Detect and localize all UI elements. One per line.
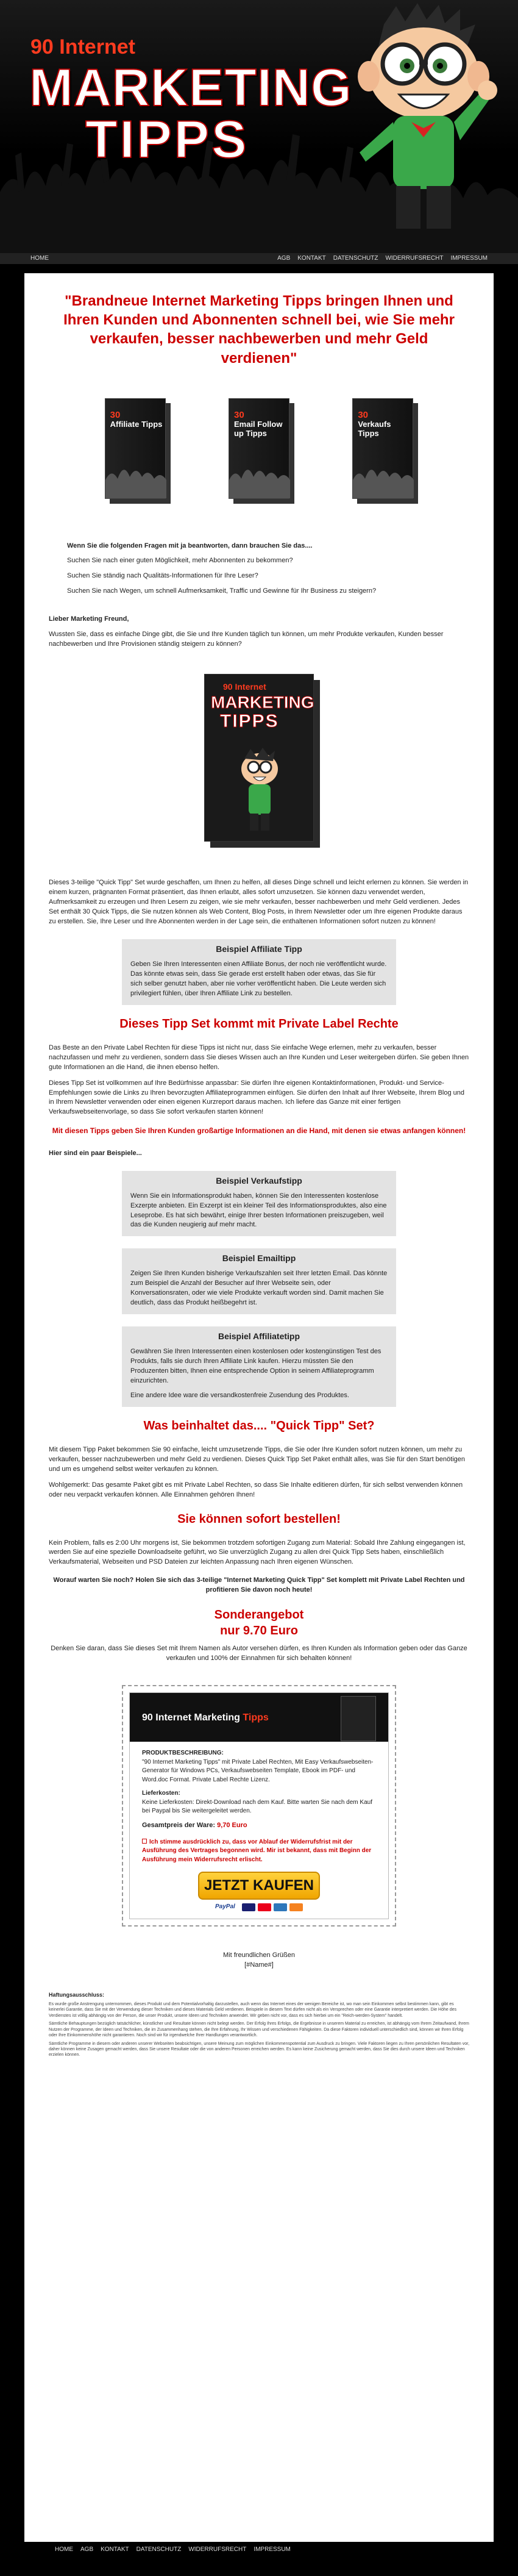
question-item: Suchen Sie nach einer guten Möglichkeit, mehr Abonnenten zu bekommen? (67, 556, 293, 564)
question-list (49, 556, 469, 596)
greeting: Lieber Marketing Freund, (49, 615, 129, 623)
main-content (24, 273, 494, 2542)
paragraph: Wussten Sie, dass es einfache Dinge gibt, die Sie und Ihre Kunden täglich tun können, um mehr Produkte verkaufen, Kunden besser nachbewerben und Ihre Provisionen ständig steigern zu können? (49, 631, 444, 648)
signature: [#Name#] (244, 1961, 274, 1969)
call-to-action-note: Worauf warten Sie noch? Holen Sie sich das 3-teilige "Internet Marketing Quick Tipp" Set komplett mit Private Label Rechten und profitieren Sie davon noch heute! (53, 1576, 465, 1594)
nerd-mascot-image (341, 0, 506, 244)
offer-note: Denken Sie daran, dass Sie dieses Set mit Ihrem Namen als Autor versehen dürfen, es Ihren Kunden als Information geben oder das Ganze verkaufen und 100% der Einnahmen für sich behalten können! (51, 1645, 467, 1662)
disclaimer-text: Sämtliche Behauptungen bezüglich tatsächlicher, künstlicher und Resultate können nicht belegt werden. Der Erfolg Ihres Erfolgs, die Ergebnisse in unserem Material zu erreichen, ist abhängig vom Ihrem Zeitaufwand, Ihrem Nutzen der Programme, der Ideen und Techniken, die im Zusammenhang stehen, die Ihre Erfahrung, Ihr Wissen und verschiedenen Fähigkeiten. Da diese Faktoren individuell unterschiedlich sind, können wir Ihren Erfolg oder Ihre Einkommenshöhe nicht garantieren. Noch sind wir für irgendwelche Ihrer Handlungen verantwortlich. (49, 2022, 469, 2038)
product-box-text: MARKETING (211, 693, 314, 712)
product-box-text: TIPPS (220, 711, 279, 732)
nav-impressum-link[interactable]: IMPRESSUM (450, 254, 488, 262)
disclaimer-text: Es wurde große Anstrengung unternommen, dieses Produkt und dem Potentialvorhaltig darzustellen, auch wenn das Internet eines der wenigen Bereiche ist, wo man sein Einkommen selbst bestimmen kann, gibt es keinerlei Garantie, dass Sie mit der Verwendung dieser Techniken und dieses Materials Geld verdienen. Beispiele in diesem Text dürfen nicht als ein Versprechen oder eine Garantie interpretiert werden. Die Höhe des Verdienstes ist völlig abhängig von der Person, die unser Produkt, unsere Ideen und Techniken anwendet. Wir geben nicht vor, dass es sich hierbei um ein "Reich-werden-System" handelt. (49, 2002, 457, 2018)
example-box (122, 1171, 396, 1237)
header-banner (0, 0, 518, 253)
offer-label: Sonderangebot (214, 1608, 304, 1622)
footer-widerrufsrecht-link[interactable]: WIDERRUFSRECHT (188, 2546, 247, 2553)
order-title: 90 Internet Marketing (142, 1712, 240, 1723)
footer-home-link[interactable]: HOME (55, 2546, 73, 2553)
paragraph: Das Beste an den Private Label Rechten für diese Tipps ist nicht nur, dass Sie einfache Wege erlernen, mehr zu verkaufen, besser nachzufassen und mehr zu verdienen, sondern dass Sie dieses Wissen auch an Ihre Kunden und Leser weitergeben dürfen. Sie geben Ihnen gute Informationen an die Hand, die ihnen ebenso helfen. (49, 1043, 469, 1071)
paypal-logo: PayPal (215, 1903, 235, 1911)
amex-icon (274, 1903, 287, 1911)
nav-datenschutz-link[interactable]: DATENSCHUTZ (333, 254, 378, 262)
offer-price: nur 9.70 Euro (220, 1624, 298, 1638)
intro-question: Wenn Sie die folgenden Fragen mit ja beantworten, dann brauchen Sie das.... (67, 542, 313, 549)
order-box (122, 1685, 396, 1927)
book-cover-verkauf (352, 398, 413, 499)
question-item: Suchen Sie nach Wegen, um schnell Aufmerksamkeit, Traffic und Gewinne für Ihr Business zu steigern? (67, 587, 377, 595)
book-title: Verkaufs Tipps (358, 420, 391, 438)
example-box-title: Beispiel Emailtipp (222, 1253, 296, 1264)
order-title-accent: Tipps (243, 1712, 269, 1723)
product-box-spine: Tipps (183, 751, 197, 784)
nerd-mascot-image (235, 748, 284, 833)
description-text: "90 Internet Marketing Tipps" mit Private Label Rechten, Mit Easy Verkaufswebseiten-Generator für Windows PCs, Verkaufswebseiten Template, Ebook im PDF- und Word.doc Format. Private Label Rechte Lizenz. (142, 1758, 374, 1783)
footer-kontakt-link[interactable]: KONTAKT (101, 2546, 129, 2553)
regards-text: Mit freundlichen Grüßen (223, 1952, 295, 1959)
crowd-silhouette (229, 456, 290, 498)
consent-text: Ich stimme ausdrücklich zu, dass vor Ablauf der Widerrufsfrist mit der Ausführung des Vertrages begonnen wird. Mir ist bekannt, dass mit Beginn der Ausführung mein Widerrufsrecht erlischt. (142, 1838, 372, 1863)
product-box-thumbnail (341, 1696, 376, 1741)
book-number: 30 (358, 409, 368, 420)
example-box-text: Zeigen Sie Ihren Kunden bisherige Verkaufszahlen seit Ihrer letzten Email. Das könnte zum Beispiel die Anzahl der Besucher auf Ihrer Webseite sein, oder Konversationsraten, oder wie viele Produkte verkauft worden sind. Damit machen Sie deutlich, dass das Produkt heißbegehrt ist. (130, 1270, 388, 1307)
examples-label: Hier sind ein paar Beispiele... (49, 1149, 142, 1157)
example-box-title: Beispiel Affiliatetipp (218, 1331, 300, 1342)
paragraph: Kein Problem, falls es 2:00 Uhr morgens ist, Sie bekommen trotzdem sofortigen Zugang zum Material: Sobald Ihre Zahlung eingegangen ist, werden Sie auf eine spezielle Downloadseite geführt, wo Sie unverzüglich Zugang zu allen drei Quick Tipp Sets haben, einschließlich Verkaufsmaterial, Webseiten und PSD Dateien zur leichten Anpassung nach Ihren eigenen Wünschen. (49, 1539, 466, 1566)
example-box (122, 939, 396, 1005)
product-box-image (183, 674, 314, 842)
description-label: PRODUKTBESCHREIBUNG: (142, 1750, 224, 1757)
logo-small-text: 90 Internet (30, 35, 135, 59)
example-box-text: Eine andere Idee ware die versandkostenfreie Zusendung des Produktes. (130, 1391, 349, 1399)
crowd-silhouette (105, 456, 166, 498)
order-header (130, 1693, 388, 1742)
book-row (49, 368, 469, 499)
visa-icon (242, 1903, 255, 1911)
section-heading: Was beinhaltet das.... "Quick Tipp" Set? (143, 1419, 375, 1433)
logo-marketing-text: MARKETING (29, 59, 352, 117)
disclaimer-heading: Haftungsausschluss: (49, 1991, 105, 1998)
main-headline: "Brandneue Internet Marketing Tipps bringen Ihnen und Ihren Kunden und Abonnenten schnell bei, wie Sie mehr verkaufen, besser nachbewerben und mehr Geld verdienen" (63, 293, 455, 367)
nav-home-link[interactable]: HOME (30, 254, 49, 262)
logo-tipps-text: TIPPS (85, 110, 249, 169)
payment-methods (142, 1903, 376, 1911)
example-box-text: Gewähren Sie Ihren Interessenten einen kostenlosen oder kostengünstigen Test des Produkts, falls sie durch Ihren Affiliate Link kaufen. Hierzu müssten Sie den Produzenten bitten, Ihnen eine entsprechende Option in seinem Affiliateprogramm einzurichten. (130, 1348, 381, 1384)
buy-now-button[interactable]: JETZT KAUFEN (198, 1872, 320, 1900)
footer-agb-link[interactable]: AGB (80, 2546, 94, 2553)
book-title: Affiliate Tipps (110, 420, 163, 429)
delivery-text: Keine Lieferkosten: Direkt-Download nach dem Kauf. Bitte warten Sie nach dem Kauf bei Paypal bis Sie weitergeleitet werden. (142, 1798, 372, 1815)
delivery-label: Lieferkosten: (142, 1790, 180, 1797)
book-title: Email Follow up Tipps (233, 420, 283, 438)
paragraph: Dieses Tipp Set ist vollkommen auf Ihre Bedürfnisse anpassbar: Sie dürfen Ihre eigenen Kontaktinformationen, Produkt- und Service-Empfehlungen sowie die Links zu Ihren bevorzugten Affiliateprogrammen einfügen. Sie dürfen den Inhalt auf Ihrer Webseite, Ihrem Blog und in Ihrem Newsletter verwenden oder einen eigenen Kurzreport daraus machen. Ich liefere das Ganze mit einer fertigen Verkaufswebseitenvorlage, so dass Sie sofort verkaufen starten können! (49, 1079, 465, 1116)
paragraph: Dieses 3-teilige "Quick Tipp" Set wurde geschaffen, um Ihnen zu helfen, all dieses Dinge schnell und leicht erlernen zu können. Sie werden in einem kurzen, prägnanten Format präsentiert, das Ihnen erlaubt, alles sofort umzusetzen. Sie können dazu verwendet werden, Aufmerksamkeit zu erzeugen und Ihren Lesern zu zeigen, wie sie mehr verkaufen, besser nachbewerben und mehr Geld verdienen. Jedes Set enthält 30 Quick Tipps, die Sie nutzen können als Web Content, Blog Posts, in Ihrem Newsletter oder um Ihre eigenen Produkte daraus zu erstellen. Sie, Ihre Leser und Ihre Abonnenten werden in der Lage sein, die enthaltenen Informationen sofort nutzen zu können! (49, 879, 469, 926)
question-item: Suchen Sie ständig nach Qualitäts-Informationen für Ihre Leser? (67, 571, 258, 579)
highlight-note: Mit diesen Tipps geben Sie Ihren Kunden großartige Informationen an die Hand, mit denen sie etwas anfangen können! (52, 1126, 466, 1136)
example-box-text: Wenn Sie ein Informationsprodukt haben, können Sie den Interessenten kostenlose Exzerpte anbieten. Ein Exzerpt ist ein kleiner Teil des Informationsproduktes, also eine Leseprobe. Es hat sich bewährt, einige Ihrer besten Informationen preiszugeben, weil das die Kunden neugierig auf mehr macht. (130, 1192, 387, 1229)
footer-nav (24, 2542, 494, 2558)
example-box (122, 1248, 396, 1314)
mastercard-icon (258, 1903, 271, 1911)
example-box-text: Geben Sie Ihren Interessenten einen Affiliate Bonus, der noch nie veröffentlicht wurde. Das könnte etwas sein, dass Sie gerade erst erstellt haben oder etwas, das Sie für sich selber genutzt haben, aber nie vorher veröffentlicht haben. Die Leute werden sich privilegiert fühlen, über Ihren Affiliate Link zu bestellen. (130, 961, 387, 997)
total-label: Gesamtpreis der Ware: (142, 1821, 216, 1829)
paragraph: Wohlgemerkt: Das gesamte Paket gibt es mit Private Label Rechten, so dass Sie Inhalte editieren dürfen, für sich selbst verwenden können oder neu verpackt verkaufen können. Alle Einnahmen gehören Ihnen! (49, 1481, 463, 1498)
top-nav (0, 253, 518, 264)
example-box-title: Beispiel Affiliate Tipp (216, 944, 302, 954)
disclaimer-text: Sämtliche Programme in diesem oder anderen unserer Webseiten beabsichtigen, unsere Meinung zum möglichen Einkommenspotential zum Ausdruck zu bringen. Viele Faktoren liegen zu Ihren persönlichen Resultaten vor, daher können keine Zusagen gemacht werden, dass Sie unsere Resultate oder die von anderen Personen erreichen werden. Es kann keine Zusicherung gemacht werden, dass Sie dies durch unsere Ideen und Techniken erzielen können. (49, 2041, 470, 2058)
nav-kontakt-link[interactable]: KONTAKT (297, 254, 326, 262)
nav-agb-link[interactable]: AGB (277, 254, 291, 262)
example-box-title: Beispiel Verkaufstipp (216, 1175, 302, 1186)
total-price: 9,70 Euro (217, 1821, 247, 1829)
product-box-text: 90 Internet (223, 682, 266, 692)
book-number: 30 (110, 409, 121, 420)
discover-icon (289, 1903, 303, 1911)
section-heading: Dieses Tipp Set kommt mit Private Label Rechte (119, 1017, 399, 1031)
crowd-silhouette (353, 456, 414, 498)
example-box (122, 1326, 396, 1407)
book-number: 30 (233, 409, 244, 420)
book-cover-email (229, 398, 289, 499)
nav-widerrufsrecht-link[interactable]: WIDERRUFSRECHT (385, 254, 444, 262)
footer-impressum-link[interactable]: IMPRESSUM (254, 2546, 291, 2553)
consent-checkbox[interactable] (142, 1839, 147, 1844)
section-heading: Sie können sofort bestellen! (177, 1512, 341, 1526)
paragraph: Mit diesem Tipp Paket bekommen Sie 90 einfache, leicht umzusetzende Tipps, die Sie oder Ihre Kunden sofort nutzen können, um mehr zu verkaufen, besser nachzubewerben und mehr Geld zu verdienen. Dieses Quick Tipp Set Paket enthält alles, was Sie für den Start benötigen und um es umgehend selbst weiter verkaufen zu können. (49, 1445, 466, 1473)
book-cover-affiliate (105, 398, 166, 499)
footer-datenschutz-link[interactable]: DATENSCHUTZ (136, 2546, 182, 2553)
